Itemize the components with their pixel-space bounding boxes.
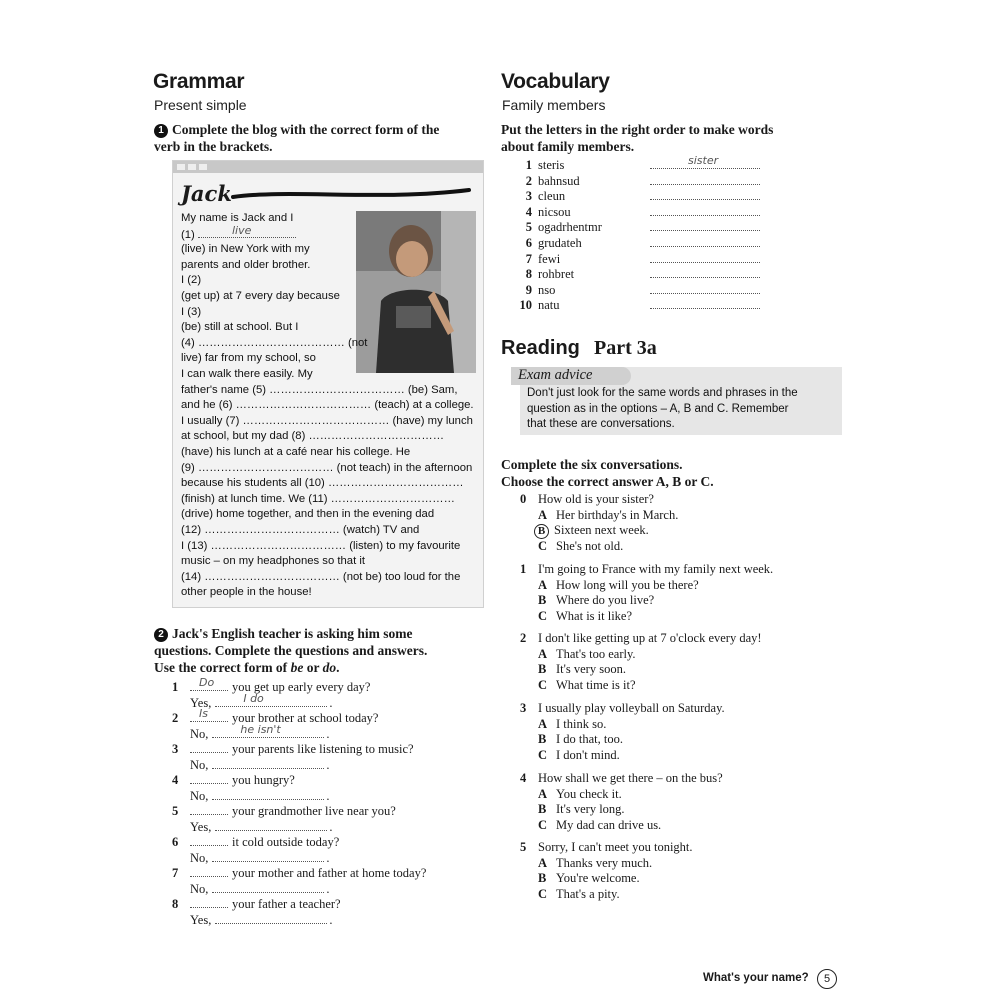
jumbled-word: grudateh [538,236,582,250]
question-text: your mother and father at home today? [232,866,427,880]
reading-part: Part 3a [594,337,657,359]
gap-number: (1) [181,228,198,241]
option-text: Where do you live? [556,593,655,608]
blog-line: (live) in New York with my [181,243,310,256]
boy-photo-icon [356,211,476,373]
item-number: 5 [525,220,532,235]
vocabulary-instruction [501,121,831,155]
instruction-text: Use the correct form of [154,660,291,675]
blog-line: I (13) ……………………………… (listen) to my favourite [181,539,461,552]
reply-period: . [326,881,330,896]
prompt-text: I don't like getting up at 7 o'clock every day! [538,631,762,645]
vocabulary-item [505,236,765,251]
item-number: 1 [172,680,179,694]
answer-option[interactable] [538,818,661,833]
option-text: I think so. [556,716,607,731]
option-text: Sixteen next week. [554,523,649,538]
item-number: 1 [525,158,532,172]
answer-option[interactable] [538,802,625,817]
prompt-text: Sorry, I can't meet you tonight. [538,840,693,854]
blog-line: (have) his lunch at a café near his college. He [181,446,411,458]
instruction-line: about family members. [501,139,635,154]
instruction-line: Jack's English teacher is asking him some [172,626,413,641]
question-text: your grandmother live near you? [232,804,396,818]
option-text: My dad can drive us. [556,817,662,832]
item-number: 2 [525,173,532,188]
option-letter: C [538,817,548,832]
question-gap[interactable] [190,866,228,877]
item-number: 6 [172,835,179,849]
item-number: 5 [172,804,179,818]
option-letter: C [538,886,548,901]
handwritten-answer: Is [199,707,208,720]
advice-line: Don't just look for the same words and phrases in the [527,387,798,399]
jumbled-word: cleun [538,189,566,204]
option-text: It's very long. [556,802,625,817]
instruction-text: . [336,660,340,675]
item-number: 9 [525,282,532,297]
blog-line: (9) ……………………………… (not teach) in the afternoon [181,461,473,474]
instruction-line: verb in the brackets. [154,139,273,154]
handwritten-answer: sister [688,154,719,167]
question-gap[interactable] [190,835,228,846]
option-letter: B [538,732,547,747]
reply-period: . [326,850,330,865]
question-text: your father a teacher? [232,897,341,911]
footer-unit-title: What's your name? [703,972,809,984]
reply-gap[interactable] [212,789,324,800]
option-letter: A [538,646,548,661]
option-letter: A [538,786,548,801]
answer-option[interactable] [538,856,652,871]
question-text: you hungry? [232,773,295,787]
answer-option[interactable] [538,593,654,608]
reply-prefix: Yes, [190,819,212,834]
blog-line: (12) ……………………………… (watch) TV and [181,524,420,536]
answer-gap[interactable] [650,283,760,294]
option-text: That's too early. [556,646,636,661]
reading-instruction [501,456,831,490]
exercise-2-reply [190,722,330,742]
reply-period: . [326,726,330,741]
advice-line: that these are conversations. [527,418,675,430]
blog-heading: Jack [181,181,232,206]
blog-line [181,223,296,244]
gap-number: I (3) [181,305,202,318]
instruction-line: Choose the correct answer A, B or C. [501,474,714,489]
answer-gap[interactable] [650,220,760,231]
answer-option[interactable] [538,732,623,747]
reply-gap[interactable] [212,758,324,769]
answer-option[interactable] [538,662,626,677]
instruction-line: Complete the blog with the correct form of the [172,122,440,137]
option-letter: A [538,716,548,731]
vocabulary-item [505,283,765,298]
question-gap[interactable] [190,804,228,815]
option-text: She's not old. [556,538,624,553]
reply-period: . [326,788,330,803]
reply-prefix: No, [190,726,209,741]
answer-option[interactable] [538,508,678,523]
answer-gap[interactable] [650,236,760,247]
option-letter: A [538,577,548,592]
exam-advice-label: Exam advice [518,367,593,383]
window-dot-icon [177,164,185,170]
answer-gap[interactable] [650,298,760,309]
blog-panel [172,160,484,608]
jumbled-word: nso [538,282,556,297]
option-letter: C [538,538,548,553]
blog-line: I usually (7) ………………………………… (have) my lunch [181,414,473,427]
blog-heading-swash-icon [231,185,471,205]
item-number: 7 [525,251,532,266]
answer-gap[interactable] [650,174,760,185]
advice-line: question as in the options – A, B and C. Remember [527,402,789,415]
option-text: Thanks very much. [556,855,653,870]
jumbled-word: ogadrhentmr [538,220,602,235]
answer-gap[interactable] [650,189,760,200]
exercise-2-reply [190,789,330,804]
reply-prefix: No, [190,757,209,772]
prompt-text: I usually play volleyball on Saturday. [538,701,725,715]
item-number: 0 [520,492,527,506]
item-number: 3 [172,742,179,756]
jack-photo [356,211,476,373]
option-text: It's very soon. [556,662,626,677]
instruction-keyword: do [322,660,337,675]
reply-prefix: No, [190,850,209,865]
reply-prefix: Yes, [190,695,212,710]
reply-prefix: No, [190,881,209,896]
answer-gap[interactable] [198,223,296,238]
answer-option[interactable] [538,887,620,902]
question-gap[interactable] [190,676,228,691]
exercise-2-item [172,742,414,757]
blog-line: and he (6) ……………………………… (teach) at a college. [181,399,474,412]
blog-line: parents and older brother. [181,258,311,271]
jumbled-word: fewi [538,251,561,266]
exercise-1-instruction [154,121,484,155]
conversation-prompt [520,771,723,786]
vocabulary-item [505,154,765,173]
option-text: I don't mind. [556,747,620,762]
option-letter: B [538,662,547,677]
conversation-prompt [520,492,654,507]
exercise-number-badge: 2 [154,628,168,642]
blog-line: My name is Jack and I [181,212,294,224]
reply-prefix: No, [190,788,209,803]
question-gap[interactable] [190,707,228,722]
instruction-keyword: be [290,660,304,675]
item-number: 2 [520,631,527,645]
option-letter: A [538,855,548,870]
exercise-2-item [172,676,371,695]
option-letter: B [538,593,547,608]
answer-option[interactable] [538,647,636,662]
question-gap[interactable] [190,773,228,784]
answer-option[interactable] [538,717,606,732]
blog-line: live) far from my school, so [181,352,316,365]
exercise-2-reply [190,851,330,866]
blog-window-bar [173,161,483,173]
reply-period: . [329,819,333,834]
option-letter: C [538,608,548,623]
option-letter: A [538,507,548,522]
question-text: your parents like listening to music? [232,742,414,756]
option-text: What time is it? [556,677,636,692]
instruction-text: or [303,660,323,675]
blog-line [181,273,201,289]
exercise-2-item [172,804,396,819]
reply-period: . [326,757,330,772]
item-number: 4 [520,771,527,785]
answer-gap[interactable] [650,205,760,216]
blog-line: (be) still at school. But I [181,321,299,334]
answer-option[interactable] [538,871,640,886]
option-text: Her birthday's in March. [556,507,679,522]
conversation-prompt [520,840,693,855]
vocabulary-title: Vocabulary [501,70,610,93]
instruction-line: Complete the six conversations. [501,457,683,472]
exercise-number-badge: 1 [154,124,168,138]
question-text: you get up early every day? [232,680,371,694]
exercise-2-reply [190,820,332,835]
blog-line: (drive) home together, and then in the evening dad [181,508,435,521]
prompt-text: I'm going to France with my family next week. [538,562,774,576]
exercise-2-reply [190,913,332,928]
gap-number: I (2) [181,274,202,287]
item-number: 3 [520,701,527,715]
reply-gap[interactable] [215,691,327,707]
vocabulary-item [505,174,765,189]
reply-gap[interactable] [215,820,327,831]
vocabulary-item [505,298,765,313]
blog-line: (get up) at 7 every day because [181,290,340,302]
jumbled-word: rohbret [538,267,575,282]
item-number: 6 [525,236,532,250]
option-text: You check it. [556,786,622,801]
exercise-2-reply [190,691,333,711]
page-number: 5 [817,969,837,989]
exercise-2-item [172,773,295,788]
item-number: 4 [525,204,532,219]
conversation-prompt [520,631,762,646]
item-number: 3 [525,189,532,204]
option-letter: C [538,677,548,692]
blog-line: (finish) at lunch time. We (11) …………………………… [181,492,455,505]
option-letter: B [534,524,549,539]
answer-option[interactable] [538,523,649,539]
reply-gap[interactable] [212,722,324,738]
reply-prefix: Yes, [190,912,212,927]
jumbled-word: natu [538,298,560,313]
reply-gap[interactable] [212,851,324,862]
answer-gap[interactable] [650,267,760,278]
blog-line: father's name (5) ……………………………… (be) Sam, [181,383,458,396]
handwritten-answer: he isn't [240,722,281,736]
reply-period: . [329,912,333,927]
item-number: 2 [172,711,179,725]
reply-gap[interactable] [212,882,324,893]
grammar-title: Grammar [153,70,245,93]
vocabulary-item [505,205,765,220]
question-text: your brother at school today? [232,711,379,725]
vocabulary-item [505,252,765,267]
question-gap[interactable] [190,742,228,753]
blog-line: (4) ………………………………… (not [181,336,368,349]
vocabulary-item [505,189,765,204]
item-number: 4 [172,773,179,787]
blog-line: (14) ……………………………… (not be) too loud for the [181,570,461,583]
blog-line [181,305,201,321]
window-dot-icon [188,164,196,170]
answer-gap[interactable] [650,252,760,263]
exercise-2-reply [190,882,330,897]
instruction-line: Put the letters in the right order to make words [501,122,774,137]
instruction-line: questions. Complete the questions and answers. [154,643,428,658]
blog-line: other people in the house! [181,586,312,599]
option-text: You're welcome. [556,871,640,886]
item-number: 8 [172,897,179,911]
prompt-text: How shall we get there – on the bus? [538,771,723,785]
option-text: How long will you be there? [556,577,699,592]
conversation-prompt [520,701,725,716]
conversation-prompt [520,562,773,577]
option-letter: C [538,747,548,762]
option-letter: B [538,871,547,886]
answer-option[interactable] [538,787,622,802]
handwritten-answer: Do [199,676,215,689]
jumbled-word: steris [538,158,565,172]
answer-option[interactable] [538,678,636,693]
vocabulary-item [505,220,765,235]
handwritten-answer: I do [243,691,264,705]
item-number: 5 [520,840,527,854]
reply-period: . [329,695,333,710]
exam-advice-text [527,386,798,433]
exercise-2-instruction [154,625,484,676]
option-text: What is it like? [556,608,633,623]
question-gap[interactable] [190,897,228,908]
grammar-subtitle: Present simple [154,97,247,113]
exercise-2-item [172,835,339,850]
blog-line: because his students all (10) ……………………………… [181,477,464,490]
prompt-text: How old is your sister? [538,492,654,506]
exercise-2-item [172,897,341,912]
jumbled-word: nicsou [538,204,571,219]
blog-line: I can walk there easily. My [181,368,313,380]
answer-option[interactable] [538,539,623,554]
option-letter: B [538,802,547,817]
item-number: 1 [520,562,527,576]
item-number: 8 [525,267,532,282]
answer-option[interactable] [538,578,699,593]
instruction-line [154,660,339,675]
jumbled-word: bahnsud [538,173,580,188]
answer-gap[interactable] [650,154,760,169]
reading-title: Reading [501,337,580,359]
item-number: 10 [519,298,532,313]
blog-line: at school, but my dad (8) ……………………………… [181,430,445,443]
vocabulary-item [505,267,765,282]
exercise-2-item [172,866,426,881]
handwritten-answer: live [231,223,252,237]
item-number: 7 [172,866,179,880]
answer-option[interactable] [538,748,620,763]
blog-line: music – on my headphones so that it [181,555,365,568]
reply-gap[interactable] [215,913,327,924]
option-text: That's a pity. [556,886,620,901]
answer-option[interactable] [538,609,632,624]
vocabulary-subtitle: Family members [502,97,606,113]
option-text: I do that, too. [556,732,624,747]
exercise-2-reply [190,758,330,773]
window-dot-icon [199,164,207,170]
question-text: it cold outside today? [232,835,340,849]
